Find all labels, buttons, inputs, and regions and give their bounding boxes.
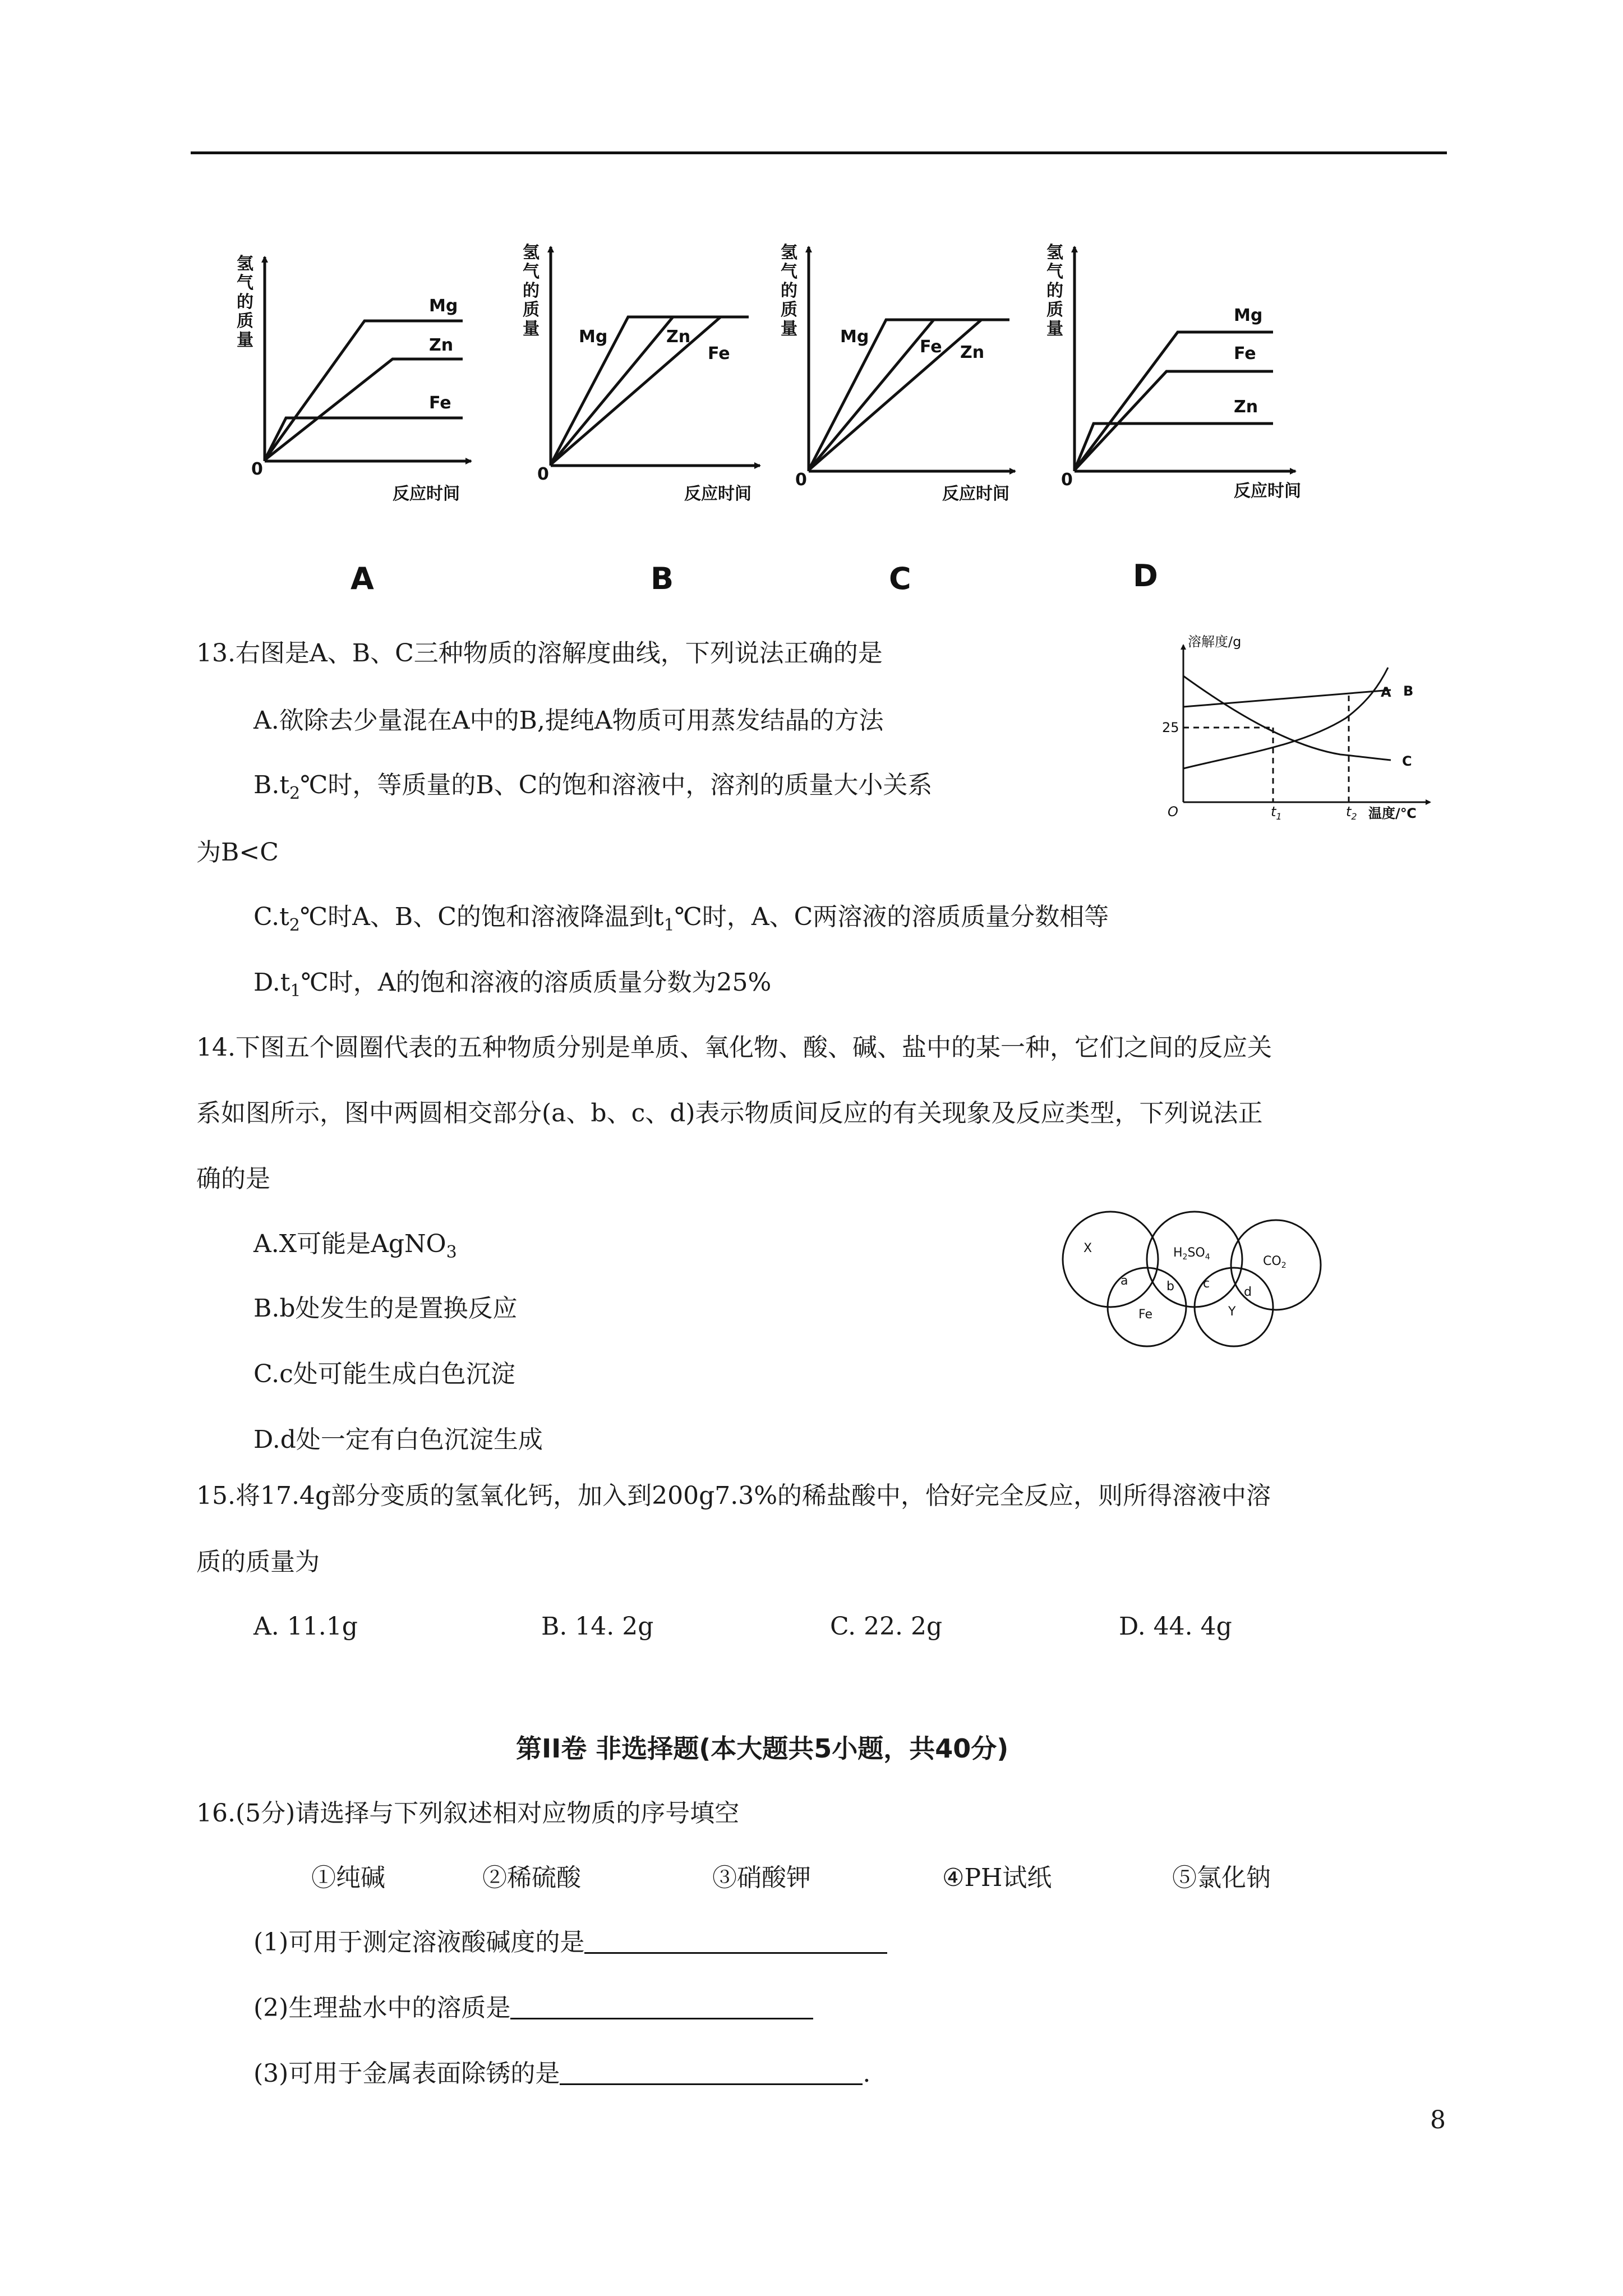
solubility-tick-25: 25 xyxy=(1162,720,1179,735)
solubility-t2: $t_2$ xyxy=(1346,804,1357,822)
label-b: b xyxy=(1166,1280,1174,1294)
label-co2: $CO_2$ xyxy=(1263,1254,1287,1270)
label-a: a xyxy=(1121,1274,1128,1288)
graph-a-mg-label: Mg xyxy=(429,296,458,316)
q16-opt-1: ①纯碱 xyxy=(311,1864,385,1892)
svg-text:氢: 氢 xyxy=(781,243,797,263)
label-x: X xyxy=(1083,1241,1092,1255)
graph-c-xlabel: 反应时间 xyxy=(942,484,1009,504)
solubility-t1: $t_1$ xyxy=(1271,804,1282,822)
graph-b-xlabel: 反应时间 xyxy=(684,484,751,504)
solubility-label-c: C xyxy=(1402,753,1412,769)
svg-text:气: 气 xyxy=(523,262,540,282)
graph-c-fe-line xyxy=(809,320,934,470)
svg-text:的: 的 xyxy=(781,281,797,301)
graph-b-fe-line xyxy=(551,317,721,464)
q15-option-d: D. 44. 4g xyxy=(1119,1612,1232,1641)
svg-text:气: 气 xyxy=(1046,262,1063,282)
svg-text:气: 气 xyxy=(781,262,797,282)
graph-c-fe-label: Fe xyxy=(920,337,942,357)
solubility-origin: O xyxy=(1168,804,1178,820)
q14-line1: 14.下图五个圆圈代表的五种物质分别是单质、氧化物、酸、碱、盐中的某一种，它们之间的反应关 xyxy=(196,1033,1272,1062)
svg-text:氢: 氢 xyxy=(523,243,540,263)
q16-opt-5: ⑤氯化钠 xyxy=(1172,1864,1271,1892)
graph-b-fe-label: Fe xyxy=(708,344,730,364)
graph-b-letter: B xyxy=(651,561,674,596)
page-number: 8 xyxy=(1430,2106,1446,2134)
solubility-label-b: B xyxy=(1403,683,1414,699)
graph-a-zn-label: Zn xyxy=(429,335,454,355)
graph-a-letter: A xyxy=(351,561,374,596)
q14-option-b: B.b处发生的是置换反应 xyxy=(253,1294,518,1323)
graph-b-origin: 0 xyxy=(537,464,549,484)
svg-text:质: 质 xyxy=(237,311,253,331)
solubility-y-label: 溶解度/g xyxy=(1188,634,1242,650)
svg-text:的: 的 xyxy=(237,292,253,312)
q16-blank-1[interactable] xyxy=(584,1927,887,1954)
graph-a-fe-line xyxy=(265,418,463,460)
graph-d-xlabel: 反应时间 xyxy=(1234,481,1301,501)
label-d: d xyxy=(1244,1285,1252,1299)
graph-a-fe-label: Fe xyxy=(429,393,451,413)
graph-d-zn-label: Zn xyxy=(1234,397,1258,417)
graph-c-ylabel xyxy=(781,243,797,339)
q16-opt-2: ②稀硫酸 xyxy=(482,1864,581,1892)
q15-option-b: B. 14. 2g xyxy=(541,1612,654,1641)
graph-c-letter: C xyxy=(889,561,911,596)
graph-d-axes xyxy=(1075,247,1295,471)
section-2-heading: 第II卷 非选择题(本大题共5小题，共40分) xyxy=(516,1733,1009,1764)
svg-text:气: 气 xyxy=(237,273,253,293)
graph-c-mg-label: Mg xyxy=(840,327,869,347)
svg-text:量: 量 xyxy=(523,319,540,339)
svg-text:的: 的 xyxy=(523,281,540,301)
hydrogen-graphs-figure xyxy=(213,224,1335,611)
graph-d-fe-label: Fe xyxy=(1234,344,1256,364)
q16-opt-4: ④PH试纸 xyxy=(942,1864,1052,1892)
q16-blank-3[interactable] xyxy=(560,2059,863,2085)
graph-a-xlabel: 反应时间 xyxy=(393,484,460,504)
curve-a xyxy=(1183,668,1388,769)
label-h2so4: $H_2SO_4$ xyxy=(1173,1246,1210,1262)
q13-option-d: $D.t_1℃$时，A的饱和溶液的溶质质量分数为25% xyxy=(253,968,772,1001)
curve-c xyxy=(1183,676,1391,760)
q14-option-c: C.c处可能生成白色沉淀 xyxy=(253,1360,515,1388)
q13-stem: 13.右图是A、B、C三种物质的溶解度曲线，下列说法正确的是 xyxy=(196,639,883,668)
graph-c-origin: 0 xyxy=(795,470,807,490)
graph-d-ylabel xyxy=(1046,243,1063,339)
five-circles-diagram xyxy=(1054,1206,1346,1352)
q13-option-c: $C.t_2℃$时A、B、C的饱和溶液降温到$t_1℃$时，A、C两溶液的溶质质量分数相等 xyxy=(253,903,1109,935)
graph-b-zn-line xyxy=(551,317,673,464)
q16-stem: 16.(5分)请选择与下列叙述相对应物质的序号填空 xyxy=(196,1799,740,1828)
q15-option-c: C. 22. 2g xyxy=(830,1612,943,1641)
q13-option-b: $B.t_2℃$时，等质量的B、C的饱和溶液中，溶剂的质量大小关系 xyxy=(253,771,933,803)
q14-option-d: D.d处一定有白色沉淀生成 xyxy=(253,1425,543,1454)
graph-d-letter: D xyxy=(1133,558,1158,593)
q15-line2: 质的质量为 xyxy=(196,1548,320,1576)
q13-option-b-cont: 为B<C xyxy=(196,838,279,867)
svg-text:质: 质 xyxy=(781,300,797,320)
graph-b-mg-label: Mg xyxy=(579,327,608,347)
solubility-label-a: A xyxy=(1381,684,1391,700)
solubility-chart xyxy=(1161,634,1441,836)
q14-line3: 确的是 xyxy=(196,1165,270,1193)
label-y: Y xyxy=(1228,1305,1236,1319)
svg-text:氢: 氢 xyxy=(1046,243,1063,263)
header-rule xyxy=(191,151,1447,154)
graph-d-mg-label: Mg xyxy=(1234,306,1263,325)
svg-text:量: 量 xyxy=(237,330,253,350)
svg-text:的: 的 xyxy=(1046,281,1063,301)
svg-text:氢: 氢 xyxy=(237,254,253,274)
label-c: c xyxy=(1203,1277,1210,1291)
graph-d-origin: 0 xyxy=(1061,470,1073,490)
graph-d-fe-line xyxy=(1075,371,1273,470)
q15-option-a: A. 11.1g xyxy=(253,1612,358,1641)
q16-opt-3: ③硝酸钾 xyxy=(712,1864,811,1892)
q16-sub-1: (1)可用于测定溶液酸碱度的是 xyxy=(253,1926,887,1959)
label-fe: Fe xyxy=(1138,1308,1152,1322)
svg-text:量: 量 xyxy=(1046,319,1063,339)
svg-text:质: 质 xyxy=(1046,300,1063,320)
q16-blank-2[interactable] xyxy=(510,1993,813,2019)
q14-option-a: A.X可能是AgNO$_3$ xyxy=(253,1230,457,1262)
q16-sub-2: (2)生理盐水中的溶质是 xyxy=(253,1991,813,2025)
graph-b-ylabel xyxy=(523,243,540,339)
graph-b-zn-label: Zn xyxy=(666,327,691,347)
graph-a-origin: 0 xyxy=(251,459,263,479)
graph-c-zn-line xyxy=(809,320,981,470)
q13-option-a: A.欲除去少量混在A中的B,提纯A物质可用蒸发结晶的方法 xyxy=(253,706,884,735)
q15-line1: 15.将17.4g部分变质的氢氧化钙，加入到200g7.3%的稀盐酸中，恰好完全反应，则所得溶液中溶 xyxy=(196,1481,1271,1510)
q16-sub-3: (3)可用于金属表面除锈的是 . xyxy=(253,2059,871,2088)
graph-a-ylabel xyxy=(237,254,253,350)
q14-line2: 系如图所示，图中两圆相交部分(a、b、c、d)表示物质间反应的有关现象及反应类型，下列说法正 xyxy=(196,1099,1263,1128)
svg-text:质: 质 xyxy=(523,300,540,320)
svg-text:量: 量 xyxy=(781,319,797,339)
solubility-x-label: 温度/℃ xyxy=(1368,806,1417,821)
graph-c-zn-label: Zn xyxy=(960,343,985,362)
